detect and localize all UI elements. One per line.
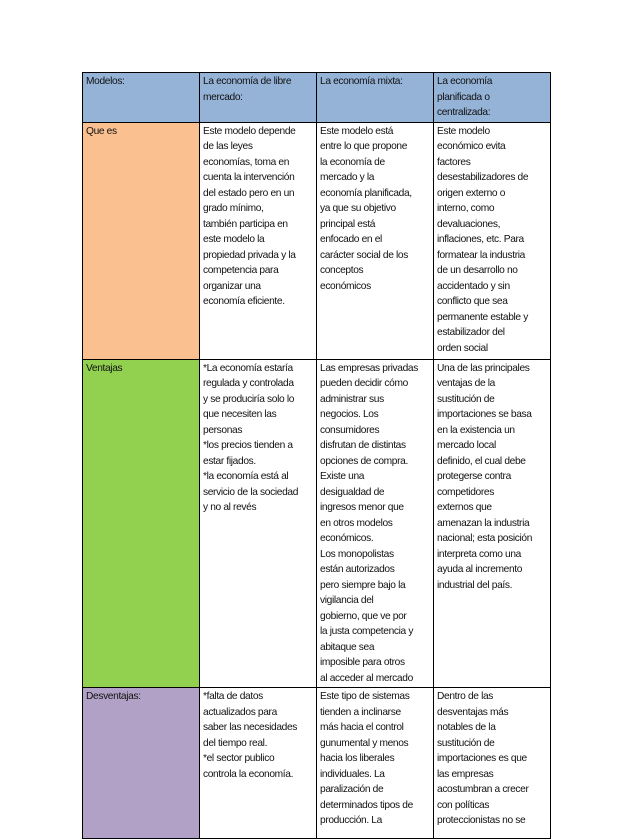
table-cell — [317, 122, 434, 359]
cell-line: actualizados para — [203, 706, 277, 718]
cell-line: inflaciones, etc. Para — [437, 234, 524, 245]
cell-line: *falta de datos — [203, 691, 263, 702]
cell-line: Este modelo depende — [203, 125, 296, 137]
cell-line: gunumental y menos — [320, 737, 409, 749]
cell-line: ya que su objetivo — [320, 203, 396, 214]
cell-line: conflicto que sea — [437, 296, 508, 307]
cell-line: interpreta como una — [437, 548, 521, 560]
cell-line: Existe una — [320, 471, 365, 482]
cell-line: y no al revés — [203, 502, 257, 513]
table-cell — [200, 688, 317, 839]
cell-line: vigilancia del — [320, 595, 374, 606]
cell-line: consumidores — [320, 424, 380, 436]
table-row — [83, 359, 551, 688]
cell-line: ingresos menor que — [320, 502, 404, 513]
cell-line: opciones de compra. — [320, 455, 408, 467]
cell-line: mercado local — [437, 440, 496, 451]
row-label: Desventajas: — [83, 688, 200, 839]
cell-line: económicos. — [320, 533, 374, 544]
header-free-market: La economía de libre mercado: — [200, 73, 317, 123]
cell-line: en otros modelos — [320, 517, 393, 529]
cell-line: de un desarrollo no — [437, 265, 518, 276]
cell-line: estabilizador del — [437, 327, 505, 338]
cell-line: producción. La — [320, 815, 382, 826]
cell-line: estar fijados. — [203, 455, 256, 467]
cell-line: importaciones es que — [437, 753, 527, 764]
cell-line: conceptos — [320, 265, 364, 276]
cell-line: formatear la industria — [437, 249, 525, 261]
cell-line: accidentado y sin — [437, 280, 510, 292]
cell-line: económicos — [320, 280, 371, 292]
cell-line: pueden decidir cómo — [320, 378, 408, 389]
cell-line: sustitución de — [437, 737, 495, 749]
cell-line: interno, como — [437, 203, 495, 214]
row-label: Ventajas — [83, 359, 200, 688]
cell-line: desventajas más — [437, 706, 509, 718]
cell-line: factores — [437, 156, 471, 168]
cell-line: orden social — [437, 342, 488, 354]
header-models: Modelos: — [83, 73, 200, 123]
cell-line: la economía de — [320, 156, 385, 168]
cell-line: y se produciría solo lo — [203, 393, 295, 405]
cell-line: permanente estable y — [437, 311, 528, 323]
cell-line: ventajas de la — [437, 378, 495, 389]
cell-line: *el sector publico — [203, 753, 275, 764]
economic-models-table — [82, 72, 551, 839]
table-cell — [434, 122, 551, 359]
cell-line: gobierno, que ve por — [320, 610, 407, 622]
cell-line: grado mínimo, — [203, 203, 264, 214]
cell-line: con políticas — [437, 799, 490, 811]
cell-line: Este modelo — [437, 125, 490, 137]
cell-line: abitaque sea — [320, 641, 375, 653]
cell-line: individuales. La — [320, 768, 385, 780]
cell-line: economía planificada, — [320, 187, 412, 199]
cell-line: las empresas — [437, 768, 494, 780]
cell-line: económico evita — [437, 141, 506, 152]
table-cell — [317, 688, 434, 839]
cell-line: determinados tipos de — [320, 799, 413, 811]
cell-line: personas — [203, 424, 243, 436]
cell-line: servicio de la sociedad — [203, 486, 299, 498]
cell-line: *los precios tienden a — [203, 440, 293, 451]
cell-line: controla la economía. — [203, 768, 294, 780]
table-cell — [200, 359, 317, 688]
row-label: Que es — [83, 122, 200, 359]
cell-line: proteccionistas no se — [437, 815, 526, 826]
cell-line: principal está — [320, 218, 376, 230]
table-cell — [434, 688, 551, 839]
cell-line: que necesiten las — [203, 409, 277, 420]
cell-line: organizar una — [203, 280, 261, 292]
cell-line: pero siempre bajo la — [320, 579, 406, 591]
cell-line: economías, toma en — [203, 156, 290, 168]
cell-line: desigualdad de — [320, 486, 385, 498]
cell-line: acostumbran a crecer — [437, 784, 529, 795]
cell-line: nacional; esta posición — [437, 533, 533, 544]
cell-line: negocios. Los — [320, 409, 379, 420]
cell-line: importaciones se basa — [437, 409, 532, 420]
cell-line: ayuda al incremento — [437, 564, 523, 575]
cell-line: disfrutan de distintas — [320, 440, 406, 451]
header-planned-economy: La economía planificada o centralizada: — [434, 73, 551, 123]
cell-line: competencia para — [203, 265, 279, 276]
cell-line: de las leyes — [203, 141, 253, 152]
cell-line: economía eficiente. — [203, 296, 285, 307]
cell-line: Una de las principales — [437, 362, 530, 374]
cell-line: regulada y controlada — [203, 378, 294, 389]
cell-line: Los monopolistas — [320, 548, 394, 560]
cell-line: notables de la — [437, 722, 496, 733]
table-row — [83, 122, 551, 359]
cell-line: enfocado en el — [320, 234, 382, 245]
cell-line: propiedad privada y la — [203, 249, 296, 261]
cell-line: *la economía está al — [203, 471, 289, 482]
cell-line: en la existencia un — [437, 424, 515, 436]
cell-line: devaluaciones, — [437, 218, 501, 230]
cell-line: Este modelo está — [320, 125, 394, 137]
cell-line: competidores — [437, 486, 494, 498]
cell-line: saber las necesidades — [203, 722, 298, 733]
table-cell — [434, 359, 551, 688]
cell-line: protegerse contra — [437, 471, 511, 482]
cell-line: hacia los liberales — [320, 753, 395, 764]
cell-line: Las empresas privadas — [320, 362, 418, 374]
cell-line: mercado y la — [320, 172, 375, 183]
cell-line: al acceder al mercado — [320, 672, 413, 684]
cell-line: también participa en — [203, 218, 288, 230]
cell-line: este modelo la — [203, 234, 265, 245]
cell-line: tienden a inclinarse — [320, 706, 401, 718]
table-cell — [200, 122, 317, 359]
cell-line: del tiempo real. — [203, 737, 268, 749]
cell-line: administrar sus — [320, 393, 384, 405]
cell-line: externos que — [437, 502, 492, 513]
cell-line: Dentro de las — [437, 691, 494, 702]
cell-line: Este tipo de sistemas — [320, 691, 410, 702]
cell-line: más hacia el control — [320, 722, 404, 733]
cell-line: origen externo o — [437, 187, 506, 199]
cell-line: industrial del país. — [437, 579, 513, 591]
cell-line: la justa competencia y — [320, 626, 414, 637]
cell-line: entre lo que propone — [320, 141, 408, 152]
cell-line: paralización de — [320, 784, 384, 795]
cell-line: cuenta la intervención — [203, 172, 295, 183]
cell-line: carácter social de los — [320, 249, 408, 261]
header-mixed-economy: La economía mixta: — [317, 73, 434, 123]
cell-line: imposible para otros — [320, 657, 405, 668]
cell-line: amenazan la industria — [437, 517, 530, 529]
cell-line: desestabilizadores de — [437, 172, 529, 183]
cell-line: sustitución de — [437, 393, 495, 405]
cell-line: definido, el cual debe — [437, 455, 526, 467]
table-header-row — [83, 73, 551, 123]
table-row — [83, 688, 551, 839]
cell-line: *La economía estaría — [203, 362, 293, 374]
cell-line: del estado pero en un — [203, 187, 295, 199]
cell-line: están autorizados — [320, 564, 395, 575]
table-cell — [317, 359, 434, 688]
